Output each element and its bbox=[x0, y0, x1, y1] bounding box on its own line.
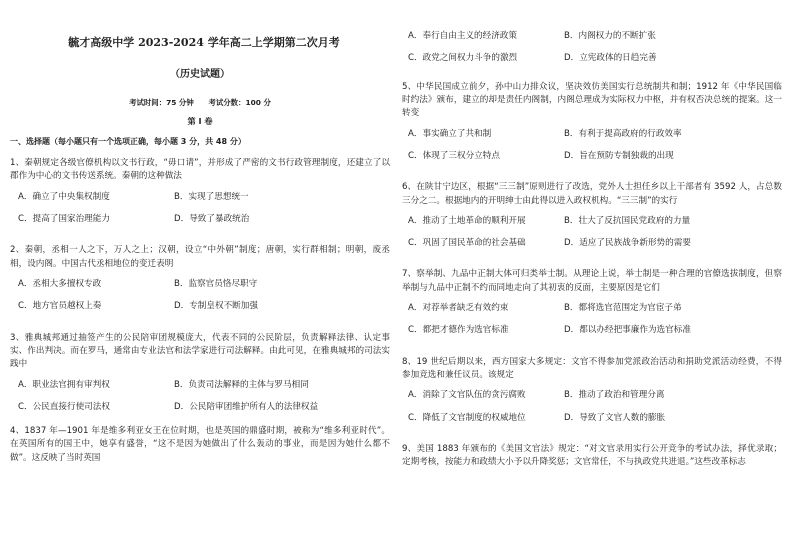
question-7-options bbox=[402, 302, 782, 347]
question-3-options bbox=[10, 379, 390, 424]
question-1-options bbox=[10, 191, 390, 236]
part-heading: 第 I 卷 bbox=[187, 116, 213, 127]
option: C．巩固了国民革命的社会基础 bbox=[408, 238, 526, 249]
question-6-options bbox=[402, 215, 782, 260]
question-5: 5、中华民国成立前夕，孙中山力排众议，坚决效仿美国实行总统制共和制；1912 年《中华民国临时约法》颁布，建立的却是责任内阁制，内阁总理成为实际权力中枢，并有权否决总统的提案。这一转变 bbox=[402, 81, 782, 119]
exam-meta: 考试时间：75 分钟 考试分数：100 分 bbox=[129, 97, 271, 107]
exam-subtitle: （历史试题） bbox=[170, 69, 230, 81]
option: D．适应了民族战争新形势的需要 bbox=[564, 238, 691, 249]
section-heading: 一、选择题（每小题只有一个选项正确，每小题 3 分，共 48 分） bbox=[10, 136, 246, 146]
option: B．监察官员恪尽职守 bbox=[174, 278, 258, 289]
option: C．政党之间权力斗争的激烈 bbox=[408, 53, 518, 64]
option: A．消除了文官队伍的贪污腐败 bbox=[408, 390, 526, 401]
option: D．公民陪审团维护所有人的法律权益 bbox=[174, 401, 319, 412]
option: A．奉行自由主义的经济政策 bbox=[408, 31, 518, 41]
question-4-options bbox=[402, 30, 782, 75]
question-2: 2、秦朝，丞相一人之下，万人之上；汉朝，设立“中外朝”制度；唐朝，实行群相制；明朝，废丞相，设内阁。中国古代丞相地位的变迁表明 bbox=[10, 245, 390, 269]
question-4: 4、1837 年—1901 年是维多利亚女王在位时期，也是英国的鼎盛时期，被称为“维多利亚时代”。在英国所有的国王中，她享有盛誉，“这不是因为她做出了什么轰动的事业，而是因为她什么都不做”。这反映了当时英国 bbox=[10, 426, 390, 463]
question-8: 8、19 世纪后期以来，西方国家大多规定：文官不得参加党派政治活动和捐助党派活动经费，不得参加竞选和兼任议员。该规定 bbox=[402, 356, 782, 380]
option: C．地方官员越权上奏 bbox=[18, 301, 102, 312]
option: B．内阁权力的不断扩张 bbox=[564, 31, 656, 41]
question-8-options bbox=[402, 389, 782, 434]
option: B．负责司法解释的主体与罗马相同 bbox=[174, 379, 309, 390]
option: B．有利于提高政府的行政效率 bbox=[564, 128, 682, 139]
option: A．丞相大多擅权专政 bbox=[18, 278, 102, 289]
question-1: 1、秦朝规定各级官僚机构以文书行政，“毋口请”，并形成了严密的文书行政管理制度，还建立了以郡作为中心的文书传送系统。秦朝的这种做法 bbox=[10, 158, 390, 182]
option: D．立宪政体的日趋完善 bbox=[564, 53, 657, 64]
option: A．确立了中央集权制度 bbox=[18, 191, 110, 202]
option: B．实现了思想统一 bbox=[174, 191, 249, 202]
option: D．导致了暴政统治 bbox=[174, 214, 250, 225]
exam-title: 毓才高级中学 2023-2024 学年高二上学期第二次月考 bbox=[68, 36, 340, 49]
question-9: 9、美国 1883 年颁布的《美国文官法》规定：“对文官录用实行公开竞争的考试办法，择优录取；定期考核，按能力和政绩大小予以升降奖惩；文官常任，不与执政党共进退。”这些改革标志 bbox=[402, 443, 782, 468]
option: A．职业法官拥有审判权 bbox=[18, 379, 110, 390]
question-6: 6、在陕甘宁边区，根据“三三制”原则进行了改选，党外人士担任乡以上干部者有 3592 人，占总数三分之二。根据地内的开明绅士由此得以进入政权机构。“三三制”的实行 bbox=[402, 182, 782, 206]
question-2-options bbox=[10, 278, 390, 323]
left-column bbox=[10, 0, 390, 560]
option: A．对荐举者缺乏有效约束 bbox=[408, 303, 509, 314]
option: C．提高了国家治理能力 bbox=[18, 214, 110, 225]
option: D．都以办经把事廉作为选官标准 bbox=[564, 325, 691, 336]
question-3: 3、雅典城邦通过抽签产生的公民陪审团规模庞大，代表不同的公民阶层，负责解释法律、认定事实、作出判决。而在罗马，通常由专业法官和法学家进行司法解释。由此可见，在雅典城邦的司法实践中 bbox=[10, 332, 390, 370]
question-5-options bbox=[402, 128, 782, 173]
option: C．降低了文官制度的权威地位 bbox=[408, 412, 526, 423]
right-column bbox=[402, 0, 782, 560]
option: D．导致了文官人数的膨胀 bbox=[564, 412, 666, 423]
option: B．都将选官范围定为官宦子弟 bbox=[564, 303, 682, 314]
option: C．公民直接行使司法权 bbox=[18, 401, 110, 412]
question-7: 7、察举制、九品中正制大体可归类举士制。从理论上说，举士制是一种合理的官僚选拔制度，但察举制与九品中正制不约而同地走向了其初衷的反面，主要原因是它们 bbox=[402, 269, 782, 293]
option: D．旨在预防专制独裁的出现 bbox=[564, 150, 674, 161]
option: B．壮大了反抗国民党政府的力量 bbox=[564, 215, 691, 226]
option: D．专制皇权不断加强 bbox=[174, 301, 258, 312]
option: A．事实确立了共和制 bbox=[408, 128, 492, 139]
option: C．体现了三权分立特点 bbox=[408, 150, 500, 161]
option: A．推动了土地革命的顺利开展 bbox=[408, 215, 526, 226]
option: B．推动了政治和管理分离 bbox=[564, 390, 665, 401]
option: C．都把才德作为选官标准 bbox=[408, 325, 509, 336]
